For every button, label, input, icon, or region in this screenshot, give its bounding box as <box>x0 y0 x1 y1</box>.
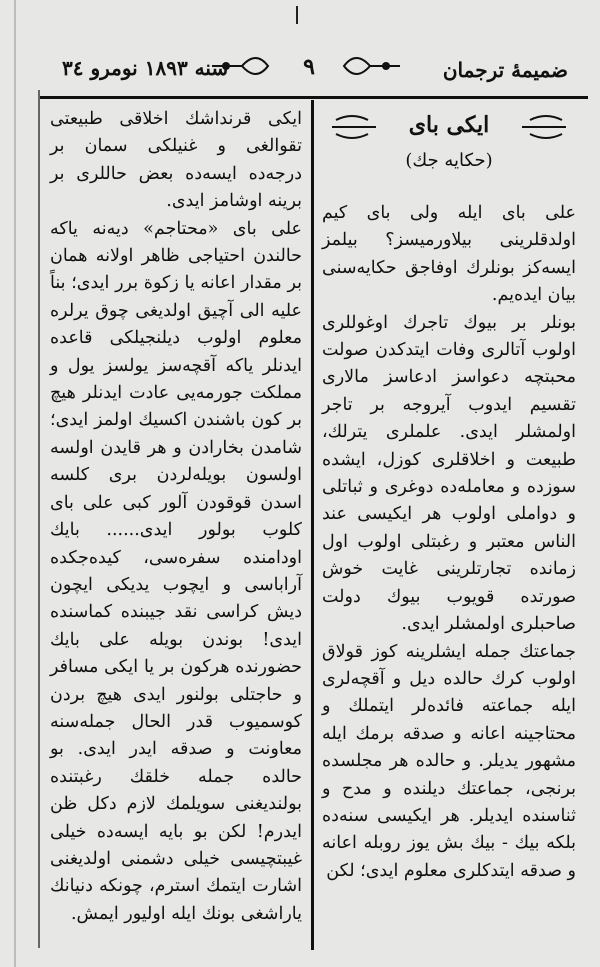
paragraph: بونلر بر بیوك تاجرك اوغوللری اولوب آتالری وفات ایتدکدن صولت محبتچه دعواسز ادعاسز مالاری تقسیم ایدوب آیروجه بر تاجر اولمشلر ایدی. علملری یترلك، طبیعت و اخلاقلری کوزل، ایشده سوزده و معامله‌ده دوغری و ثباتلی و دواملی اولوب هر ایکیسی عند الناس معتبر و رغبتلی اولوب اول زمانده تجارتلرینی غایت خوش صورتده قویوب بیوك دولت صاحبلری اولمشلر ایدی. <box>322 312 576 635</box>
story-subtitle: (حکایه جك) <box>405 150 493 171</box>
paragraph: علی بای «محتاجم» دیه‌نه یاکه حالندن احتیاجی ظاهر اولانه همان بر مقدار اعانه یا زکوة برر ایدی؛ بناً علیه الی آچیق اولدیغی چوق یرلره معلوم اولوب دیلنجیلکی قاعده ایدنلر یاکه آقچه‌سز یولسز یول و مملکت جورمه‌یی عادت ایدنلر هیچ بر کون باشندن اکسیك اولمز ایدی؛ شامدن بخارادن و هر قایدن اولسه اولسون بویله‌لردن بری کلسه اسدن قوقودن آلور کبی علی بای کلوب بولور ایدی...... بایك اودامنده سفره‌سی، کیده‌جکده آراباسی و ایچوب یدیکی ایچون دیش کراسی نقد جیبنده کماسنده ایدی! بوندن بویله علی بایك حضورنده هرکون بر یا ایکی مسافر و حاجتلی بولنور ایدی هیچ بردن کوسمیوب قدر الحال جمله‌سنه معاونت و صدقه ایدر ایدی. بو حالده جمله خلقك رغبتنده بولندیغنی سویلمك لازم دکل ظن ایدرم! لکن بو بایه ایسه‌ده خیلی غیبتچیسی خیلی دشمنی اولدیغنی اشارت ایتمك استرم، چونکه دنیانك یاراشغی بونك ایله اولیور ایمش. <box>50 218 302 924</box>
paragraph: ایکی قرنداشك اخلاقی طبیعتی تقوالغی و غنیلکی سمان بر درجه‌ده ایسه‌ده بعض حاللری بر برینه اوشامز ایدی. <box>50 109 302 212</box>
masthead-title: ضميمهٔ ترجمان <box>442 58 568 82</box>
paragraph: علی بای ایله ولی بای کیم اولدقلرینی بیلاورمیسز؟ بیلمز ایسه‌کز بونلرك اوفاجق حکایه‌سنی بیان ایده‌یم. <box>322 203 576 306</box>
story-title: ایکی بای <box>408 112 490 138</box>
page-number: ٩ <box>303 54 315 80</box>
page-edge-mark <box>296 6 298 24</box>
right-column <box>322 200 576 885</box>
left-column <box>50 106 302 928</box>
ornament-right-icon <box>340 46 404 86</box>
header-rule <box>40 96 588 99</box>
issue-info: سنه ١٨٩٣ نومرو ٣٤ <box>62 56 229 80</box>
left-margin-rule <box>38 90 40 948</box>
paragraph: جماعتك جمله ایشلرینه کوز قولاق اولوب کرك حالده دیل و آقچه‌لری ایله جماعته فائده‌لر ایتملك و محتاجینه اعانه و صدقه برمك ایله مشهور یدیلر. و حالده هر مجلسده برنجی، جماعتك دیلنده و مدح و ثناسنده ایدیلر. هر ایکیسی سنه‌ده بلکه بیك - بیك بش یوز روبله اعانه و صدقه ایتدکلری معلوم ایدی؛ لکن <box>322 641 576 881</box>
page-header <box>40 36 588 96</box>
column-divider <box>311 100 314 950</box>
story-title-block <box>322 108 576 146</box>
